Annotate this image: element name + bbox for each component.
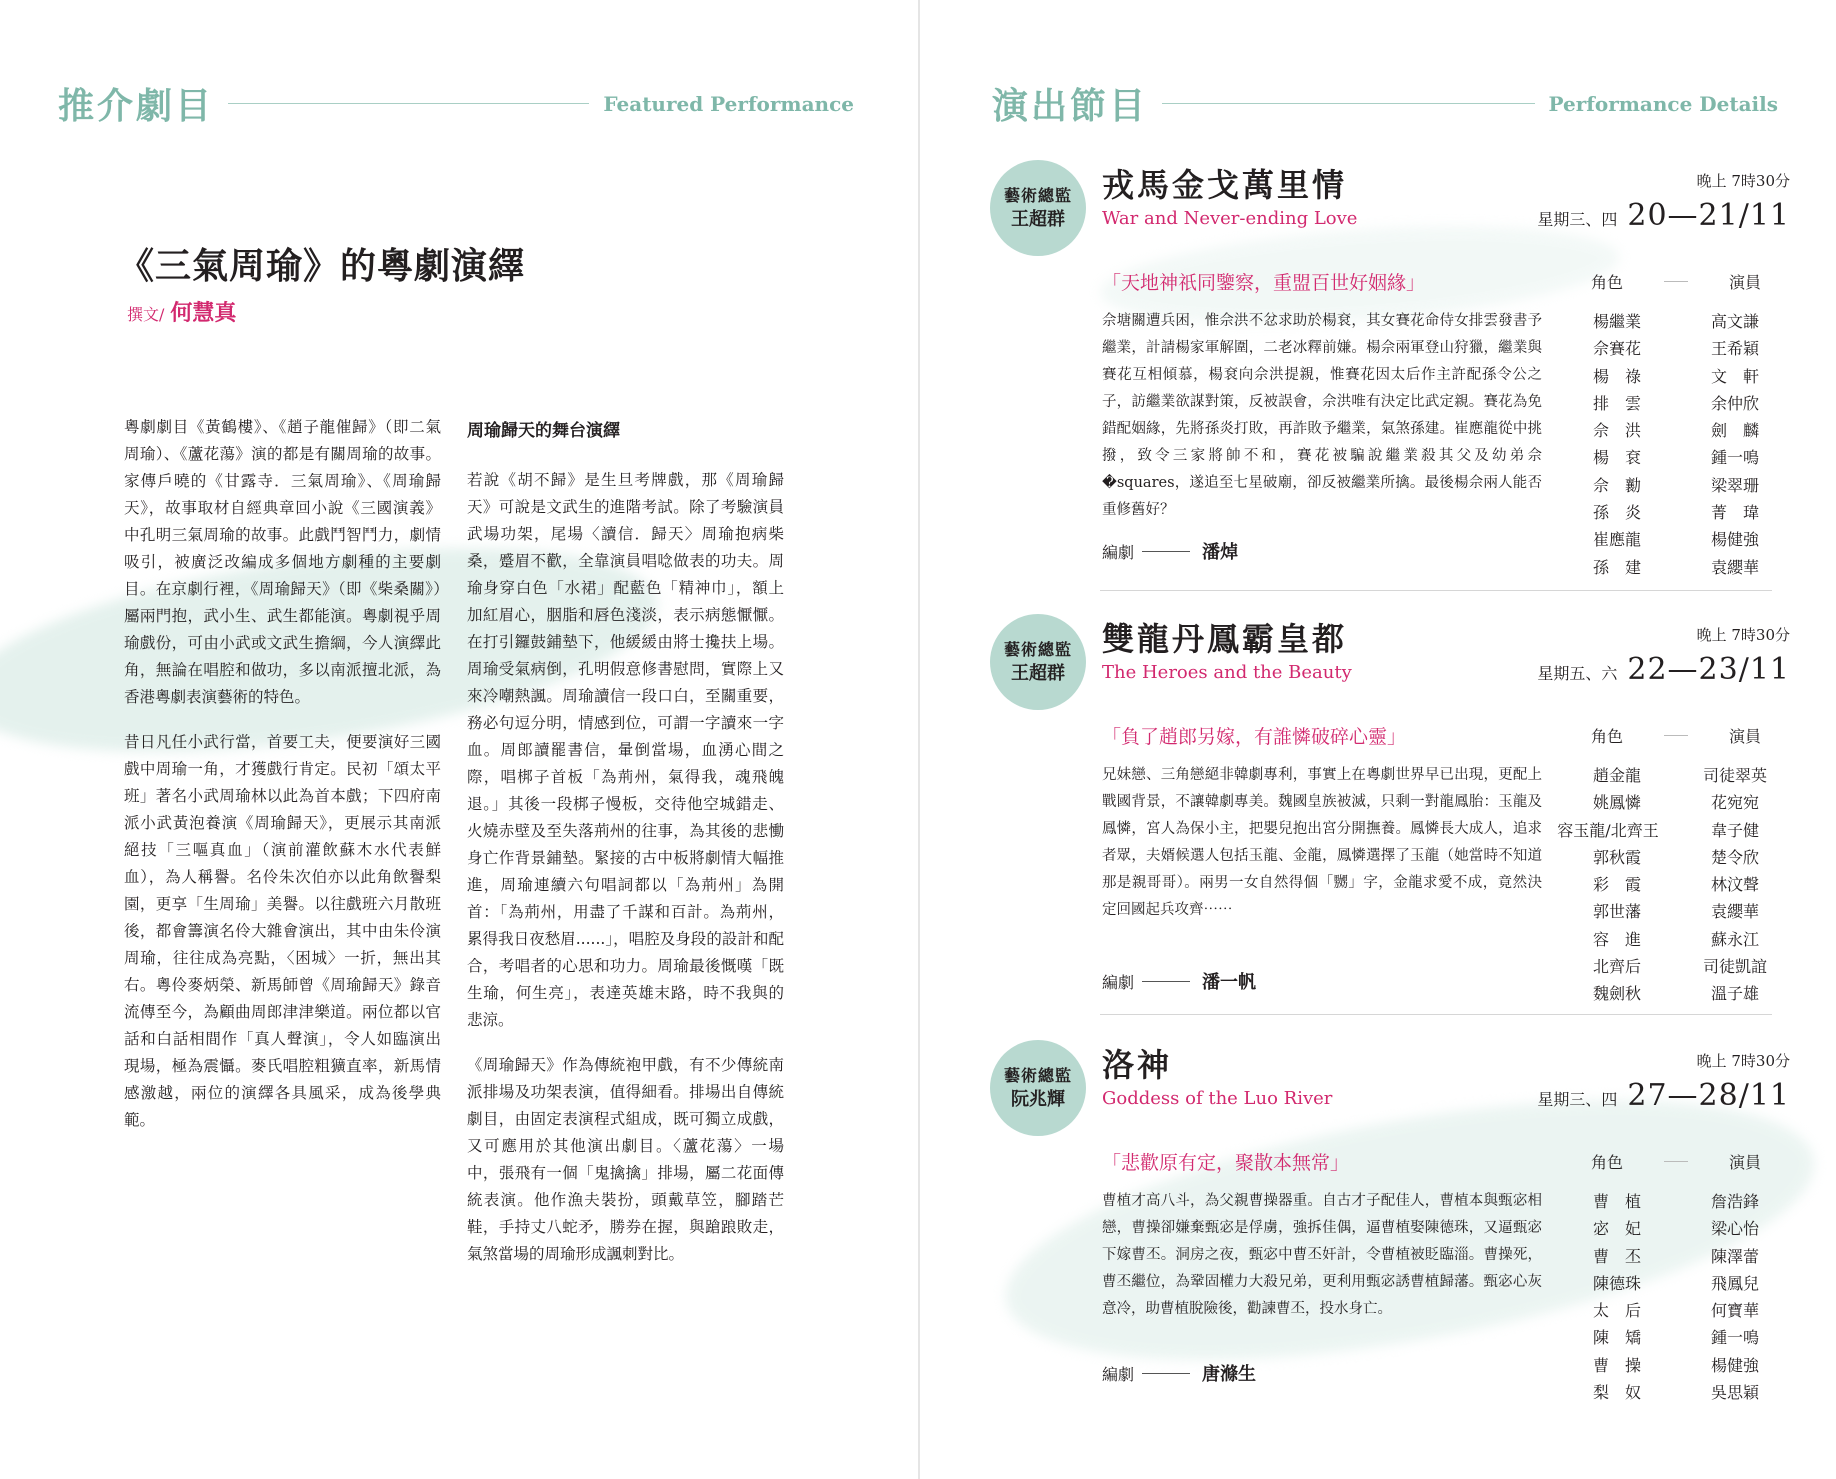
performance-title-zh: 洛神 [1102, 1046, 1173, 1084]
cast-row [1562, 1324, 1790, 1351]
cast-role: 郭秋霞 [1592, 847, 1641, 867]
director-name: 阮兆輝 [1011, 1089, 1065, 1110]
director-badge [990, 614, 1086, 710]
cast-role: 楊 祿 [1592, 366, 1641, 386]
section-title-zh: 推介劇目 [58, 85, 215, 127]
cast-role: 陳德珠 [1592, 1273, 1641, 1293]
cast-role: 彩 霞 [1592, 875, 1641, 895]
cast-row [1562, 980, 1790, 1007]
playwright [1102, 968, 1256, 994]
playwright-rule [1142, 1373, 1190, 1374]
playwright [1102, 1360, 1256, 1386]
cast-actor: 余仲欣 [1710, 393, 1759, 413]
header-rule [1162, 103, 1534, 104]
cast-role: 容玉龍/北齊王 [1557, 820, 1659, 840]
show-time: 晚上 7時30分 [1696, 1052, 1790, 1070]
cast-role: 姚鳳憐 [1592, 793, 1641, 813]
cast-row [1562, 444, 1790, 471]
cast-actor: 鍾一鳴 [1710, 1328, 1759, 1348]
cast-row [1562, 953, 1790, 980]
cast-actor: 菁 瑋 [1710, 503, 1759, 523]
performance-quote: 「天地神祇同鑒察，重盟百世好姻緣」 [1102, 272, 1426, 294]
show-date [1537, 652, 1790, 687]
director-badge [990, 1040, 1086, 1136]
performance-card [990, 160, 1790, 580]
cast-row [1557, 817, 1790, 844]
cast-row [1562, 1243, 1790, 1270]
performance-card [990, 1040, 1790, 1440]
cast-header-role: 角色 [1590, 727, 1623, 746]
cast-role: 孫 炎 [1592, 503, 1641, 523]
cast-role: 崔應龍 [1592, 530, 1641, 550]
cast-list [1557, 762, 1790, 1008]
cast-role: 孫 建 [1592, 557, 1641, 577]
performance-synopsis: 佘塘關遭兵困，惟佘洪不忿求助於楊袞，其女賽花命侍女排雲發書予繼業，計請楊家軍解圍，二老冰釋前嫌。楊佘兩軍登山狩獵，繼業與賽花互相傾慕，楊袞向佘洪提親，惟賽花因太后作主許配孫令公之子，訪繼業欲謀對策，反被誤會，佘洪唯有決定比武定親。賽花為免錯配姻緣，先將孫炎打敗，再詐敗予繼業，氣煞孫建。崔應龍從中挑撥，致令三家將帥不和，賽花被騙說繼業殺其父及幼弟佘�squares，遂追至七星破廟，卻反被繼業所擒。最後楊佘兩人能否重修舊好？ [1102, 313, 1542, 518]
cast-actor: 詹浩鋒 [1710, 1192, 1759, 1211]
cast-actor: 司徒凱誼 [1702, 957, 1767, 977]
show-date-range: 20—21/11 [1627, 198, 1790, 233]
cast-row [1562, 363, 1790, 390]
cast-row [1562, 789, 1790, 816]
cast-row [1562, 926, 1790, 953]
section-title-en: Performance Details [1548, 91, 1778, 116]
left-section-header [58, 78, 854, 129]
playwright-name: 唐滌生 [1202, 1364, 1257, 1385]
cast-actor: 飛鳳兒 [1710, 1273, 1759, 1293]
cast-actor: 高文謙 [1710, 312, 1759, 331]
show-date-range: 27—28/11 [1627, 1078, 1790, 1113]
cast-header-rule [1664, 735, 1688, 736]
cast-role: 郭世藩 [1592, 902, 1641, 922]
performance-synopsis: 兄妹戀、三角戀絕非韓劇專利，事實上在粵劇世界早已出現，更配上戰國背景，不讓韓劇專美。魏國皇族被滅，只剩一對龍鳳胎：玉龍及鳳憐，宮人為保小主，把嬰兒抱出宮分開撫養。鳳憐長大成人，追求者眾，夫婿候選人包括玉龍、金龍，鳳憐選擇了玉龍（她當時不知道那是親哥哥）。兩男一女自然得個「嬲」字，金龍求愛不成，竟然決定回國起兵攻齊⋯⋯ [1102, 767, 1542, 918]
performance-title-en: Goddess of the Luo River [1102, 1088, 1333, 1109]
show-days: 星期五、六 [1537, 664, 1618, 683]
byline-label: 撰文/ [127, 305, 165, 324]
cast-row [1562, 1379, 1790, 1406]
director-badge [990, 160, 1086, 256]
performance-card [990, 614, 1790, 1014]
cast-role: 梨 奴 [1592, 1383, 1641, 1403]
cast-role: 曹 植 [1592, 1192, 1641, 1211]
director-title: 藝術總監 [1003, 1066, 1072, 1085]
cast-header [1562, 1150, 1790, 1173]
cast-row [1562, 554, 1790, 581]
cast-actor: 楊健強 [1710, 1355, 1759, 1375]
cast-row [1562, 871, 1790, 898]
director-title: 藝術總監 [1003, 186, 1072, 205]
cast-role: 太 后 [1592, 1301, 1641, 1321]
cast-actor: 林汶聲 [1710, 875, 1759, 895]
cast-role: 陳 矯 [1592, 1328, 1641, 1348]
section-divider [1100, 590, 1772, 591]
cast-header-actor: 演員 [1728, 273, 1761, 292]
director-title: 藝術總監 [1003, 640, 1072, 659]
section-title-zh: 演出節目 [992, 85, 1149, 127]
cast-header-role: 角色 [1590, 273, 1623, 292]
cast-row [1562, 1297, 1790, 1324]
playwright-rule [1142, 981, 1190, 982]
cast-row [1562, 762, 1790, 789]
cast-actor: 楊健強 [1710, 530, 1759, 550]
cast-header-rule [1664, 1161, 1688, 1162]
right-section-header [992, 78, 1778, 129]
director-name: 王超群 [1011, 663, 1065, 684]
show-date [1537, 198, 1790, 233]
paragraph: 《周瑜歸天》作為傳統袍甲戲，有不少傳統南派排場及功架表演，值得細看。排場出自傳統劇目，由固定表演程式組成，既可獨立成戲，又可應用於其他演出劇目。〈蘆花蕩〉一場中，張飛有一個「鬼擒擒」排場，屬二花面傳統表演。他作漁夫裝扮，頭戴草笠，腳踏芒鞋，手持丈八蛇矛，勝券在握，與蹌踉敗走，氣煞當場的周瑜形成諷刺對比。 [467, 1056, 784, 1263]
cast-header-actor: 演員 [1728, 1153, 1761, 1172]
performance-title-en: The Heroes and the Beauty [1102, 662, 1352, 683]
cast-header-actor: 演員 [1728, 727, 1761, 746]
cast-role: 佘 勷 [1592, 475, 1641, 495]
cast-row [1562, 390, 1790, 417]
show-date [1537, 1078, 1790, 1113]
cast-row [1562, 417, 1790, 444]
article-title: 《三氣周瑜》的粵劇演繹 [118, 245, 526, 287]
paragraph: 粵劇劇目《黃鶴樓》、《趙子龍催歸》（即二氣周瑜）、《蘆花蕩》演的都是有關周瑜的故事。家傳戶曉的《甘露寺．三氣周瑜》、《周瑜歸天》，故事取材自經典章回小說《三國演義》中孔明三氣周瑜的故事。此戲鬥智鬥力，劇情吸引，被廣泛改編成多個地方劇種的主要劇目。在京劇行裡，《周瑜歸天》（即《柴桑關》）屬兩門抱，武小生、武生都能演。粵劇視乎周瑜戲份，可由小武或文武生擔綱，今人演繹此角，無論在唱腔和做功，多以南派擅北派，為香港粵劇表演藝術的特色。 [124, 418, 441, 706]
cast-role: 佘賽花 [1592, 339, 1641, 359]
cast-role: 曹 操 [1592, 1355, 1641, 1375]
section-divider [1100, 1014, 1772, 1015]
paragraph: 昔日凡任小武行當，首要工夫，便要演好三國戲中周瑜一角，才獲戲行肯定。民初「頌太平班」著名小武周瑜林以此為首本戲；下四府南派小武黃泡養演《周瑜歸天》，更展示其南派絕技「三嘔真血」（演前灌飲蘇木水代表鮮血），為人稱譽。名伶朱次伯亦以此角飲譽梨園，更享「生周瑜」美譽。以往戲班六月散班後，都會籌演名伶大雜會演出，其中由朱伶演周瑜，往往成為亮點，〈困城〉一折，無出其右。粵伶麥炳榮、新馬師曾《周瑜歸天》錄音流傳至今，為顧曲周郎津津樂道。兩位都以官話和白話相間作「真人聲演」，令人如臨演出現場，極為震懾。麥氏唱腔粗獷直率，新馬情感激越，兩位的演繹各具風采，成為後學典範。 [124, 733, 441, 1129]
show-time: 晚上 7時30分 [1696, 626, 1790, 644]
playwright-label: 編劇 [1102, 972, 1135, 992]
cast-actor: 文 軒 [1710, 366, 1759, 386]
cast-row [1562, 844, 1790, 871]
cast-actor: 吳思穎 [1710, 1383, 1759, 1403]
cast-header-rule [1664, 281, 1688, 282]
performance-title-en: War and Never-ending Love [1102, 208, 1358, 229]
playwright [1102, 538, 1238, 564]
section-title-en: Featured Performance [603, 91, 854, 116]
cast-actor: 梁心怡 [1710, 1219, 1759, 1239]
cast-role: 北齊后 [1592, 957, 1641, 977]
column-heading: 周瑜歸天的舞台演繹 [467, 421, 620, 441]
cast-role: 容 進 [1592, 929, 1641, 949]
cast-actor: 王希穎 [1710, 339, 1759, 359]
cast-role: 曹 丕 [1592, 1246, 1641, 1266]
playwright-rule [1142, 551, 1190, 552]
cast-role: 排 雲 [1592, 393, 1641, 413]
cast-role: 魏劍秋 [1592, 984, 1641, 1004]
header-rule [228, 103, 589, 104]
show-days: 星期三、四 [1537, 210, 1618, 229]
performance-quote: 「負了趙郎另嫁，有誰憐破碎心靈」 [1102, 726, 1407, 748]
performance-title-zh: 雙龍丹鳳霸皇都 [1102, 620, 1348, 658]
cast-role: 宓 妃 [1592, 1219, 1641, 1239]
show-time: 晚上 7時30分 [1696, 172, 1790, 190]
cast-actor: 蘇永江 [1710, 929, 1759, 949]
cast-actor: 司徒翠英 [1702, 766, 1767, 785]
paragraph: 若說《胡不歸》是生旦考牌戲，那《周瑜歸天》可說是文武生的進階考試。除了考驗演員武場功架，尾場〈讀信．歸天〉周瑜抱病柴桑，蹙眉不歡，全靠演員唱唸做表的功夫。周瑜身穿白色「水裙」配藍色「精神巾」，額上加紅眉心，胭脂和唇色淺淡，表示病態懨懨。在打引鑼鼓鋪墊下，他緩緩由將士攙扶上場。周瑜受氣病倒，孔明假意修書慰問，實際上又來冷嘲熱諷。周瑜讀信一段口白，至關重要，務必句逗分明，情感到位，可謂一字讀來一字血。周郎讀罷書信，暈倒當場，血湧心間之際，唱梆子首板「為荊州，氣得我，魂飛魄退。」其後一段梆子慢板，交待他空城錯走、火燒赤壁及至失落荊州的往事，為其後的悲慟身亡作背景鋪墊。緊接的古中板將劇情大幅推進，周瑜連續六句唱詞都以「為荊州」為開首：「為荊州，用盡了千謀和百計。為荊州，累得我日夜愁眉......」，唱腔及身段的設計和配合，考唱者的心思和功力。周瑜最後慨嘆「既生瑜，何生亮」，表達英雄末路，時不我與的悲涼。 [467, 471, 784, 1029]
cast-role: 楊繼業 [1592, 312, 1641, 331]
show-days: 星期三、四 [1537, 1090, 1618, 1109]
cast-actor: 陳澤蕾 [1710, 1246, 1759, 1266]
article-column-1 [124, 414, 441, 1152]
cast-row [1562, 308, 1790, 335]
byline [127, 296, 236, 327]
cast-actor: 鍾一鳴 [1710, 448, 1759, 468]
cast-actor: 袁纓華 [1710, 557, 1759, 577]
cast-row [1562, 1215, 1790, 1242]
cast-row [1562, 499, 1790, 526]
cast-actor: 袁纓華 [1710, 902, 1759, 922]
byline-author: 何慧真 [170, 300, 237, 326]
performance-synopsis: 曹植才高八斗，為父親曹操器重。自古才子配佳人，曹植本與甄宓相戀，曹操卻嫌棄甄宓是俘虜，強拆佳偶，逼曹植娶陳德珠，又逼甄宓下嫁曹丕。洞房之夜，甄宓中曹丕奸計，令曹植被貶臨淄。曹操死，曹丕繼位，為鞏固權力大殺兄弟，更利用甄宓誘曹植歸藩。甄宓心灰意冷，助曹植脫險後，勸諫曹丕，投水身亡。 [1102, 1193, 1542, 1317]
cast-role: 佘 洪 [1592, 421, 1641, 441]
cast-actor: 梁翠珊 [1710, 475, 1759, 495]
director-name: 王超群 [1011, 209, 1065, 230]
cast-role: 楊 袞 [1592, 448, 1641, 468]
cast-row [1562, 335, 1790, 362]
cast-list [1562, 308, 1790, 581]
cast-actor: 溫子雄 [1710, 984, 1759, 1004]
cast-actor: 韋子健 [1710, 820, 1759, 840]
performance-title-zh: 戎馬金戈萬里情 [1102, 166, 1348, 204]
cast-header [1562, 724, 1790, 747]
playwright-label: 編劇 [1102, 542, 1135, 562]
cast-actor: 劍 麟 [1710, 421, 1759, 441]
playwright-name: 潘一帆 [1202, 972, 1257, 993]
cast-list [1562, 1188, 1790, 1406]
cast-role: 趙金龍 [1592, 766, 1641, 785]
article-column-2 [467, 418, 784, 1286]
cast-row [1562, 898, 1790, 925]
cast-header [1562, 270, 1790, 293]
cast-actor: 何寶華 [1710, 1301, 1759, 1321]
cast-row [1562, 526, 1790, 553]
page-gutter [918, 0, 920, 1479]
cast-row [1562, 1270, 1790, 1297]
playwright-label: 編劇 [1102, 1364, 1135, 1384]
cast-actor: 楚令欣 [1710, 847, 1759, 867]
cast-row [1562, 1188, 1790, 1215]
cast-header-role: 角色 [1590, 1153, 1623, 1172]
playwright-name: 潘焯 [1202, 542, 1239, 563]
show-date-range: 22—23/11 [1627, 652, 1790, 687]
cast-row [1562, 472, 1790, 499]
cast-row [1562, 1352, 1790, 1379]
performance-quote: 「悲歡原有定，聚散本無常」 [1102, 1152, 1350, 1174]
cast-actor: 花宛宛 [1710, 793, 1759, 813]
